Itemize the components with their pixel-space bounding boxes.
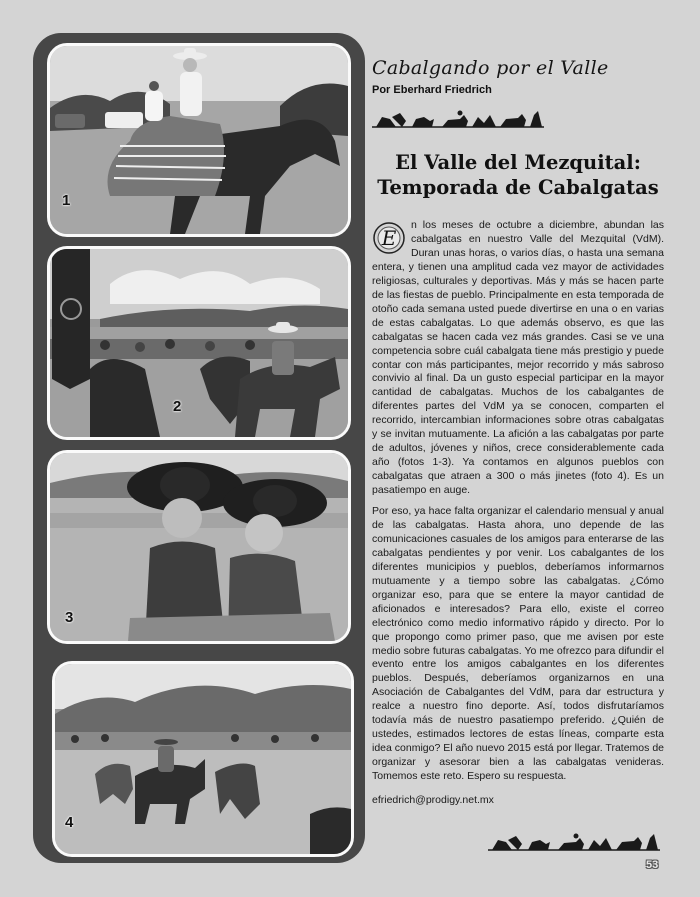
children-sombreros-photo [50, 453, 348, 641]
photo-number: 3 [65, 609, 74, 626]
headline-line-1: El Valle del Mezquital: [395, 151, 641, 174]
paragraph-2: Por eso, ya hace falta organizar el calendario mensual y anual de las cabalgatas. Hasta ahora, uno depende de las comunicaciones casuales de los amigos para enterarse de las cabalgatas pendientes y por venir. Los cabalgantes de los diferentes municipios y pueblos, deberíamos informarnos mutuamente y a tiempo sobre las cabalgatas. ¿Cómo organizar eso, para que se entere la mayor cantidad de aficionados e interesados? Para ello, existe el correo electrónico como medio informativo rápido y directo. Por lo que propongo como primer paso, que me avisen por este medio sobre futuras cabalgatas. Yo me ofrezco para difundir el evento entre los amigos cabalgantes en los diferentes pueblos. Después, deberíamos organizarnos en una Asociación de Cabalgantes del VdM, para dar estructura y realce a nuestro fino deporte. Así, todos disfrutaríamos todavía más de nuestro pasatiempo preferido. ¿Quién de ustedes, estimados lectores de estas líneas, comparte esta idea conmigo? El año nuevo 2015 está por llegar. Tratemos de organizar y asesorar bien a las cabalgatas venideras. Tomemos este reto. Espero su respuesta. [372, 505, 664, 783]
cabalgata-crowd-photo [50, 249, 348, 437]
headline-line-2: Temporada de Cabalgatas [377, 176, 659, 199]
page-number: 53 [646, 859, 659, 871]
author-byline: Por Eberhard Friedrich [372, 84, 492, 96]
photo-4 [52, 661, 354, 857]
paragraph-1-text: n los meses de octubre a diciembre, abundan las cabalgatas en nuestro Valle del Mezquital (VdM). Duran unas horas, o varios días, o hasta una semana entera, y tienen una amplitud cada vez mayor de actividades religiosas, culturales y deportivas. Más y más se hacen parte de las fiestas de pueblo. Principalmente en esta temporada de otoño cada semana usted puede divertirse en una o en varias de estas cabalgatas. Lo que además observo, es que las cabalgatas se hacen cada vez más grandes. Casi se ve una competencia sobre cuál cabalgata tiene más prestigio y puede contar con más participantes, mejor recorrido y más sabroso convivio al final. Da un gusto especial participar en la mayor cantidad de cabalgatas. Muchos de los cabalgantes de diferentes partes del VdM ya se conocen, comparten el recorrido, intercambian informaciones sobre otras cabalgatas y se invitan mutuamente. La afición a las cabalgatas por parte de adultos, jóvenes y niños, crece considerablemente cada año (fotos 1-3). Ya contamos en algunos pueblos con cabalgatas que atraen a 300 o más jinetes (foto 4). Es un pasatiempo en auge. [372, 219, 664, 497]
photo-number: 1 [62, 192, 71, 209]
horse-silhouette-footer-ornament-icon [488, 830, 660, 856]
photo-number: 4 [65, 814, 74, 831]
paragraph-1 [372, 219, 664, 498]
photo-number: 2 [173, 398, 182, 415]
rider-charra-photo [50, 46, 348, 234]
riders-field-photo [55, 664, 351, 854]
section-kicker: Cabalgando por el Valle [372, 57, 609, 79]
horse-silhouette-ornament-icon [372, 107, 544, 133]
photo-3 [47, 450, 351, 644]
dropcap-letter: E [381, 226, 397, 250]
photo-2 [47, 246, 351, 440]
article-headline [372, 150, 664, 200]
author-email: efriedrich@prodigy.net.mx [372, 794, 494, 806]
photo-panel [33, 33, 365, 863]
dropcap-e-icon [372, 220, 406, 256]
photo-1 [47, 43, 351, 237]
